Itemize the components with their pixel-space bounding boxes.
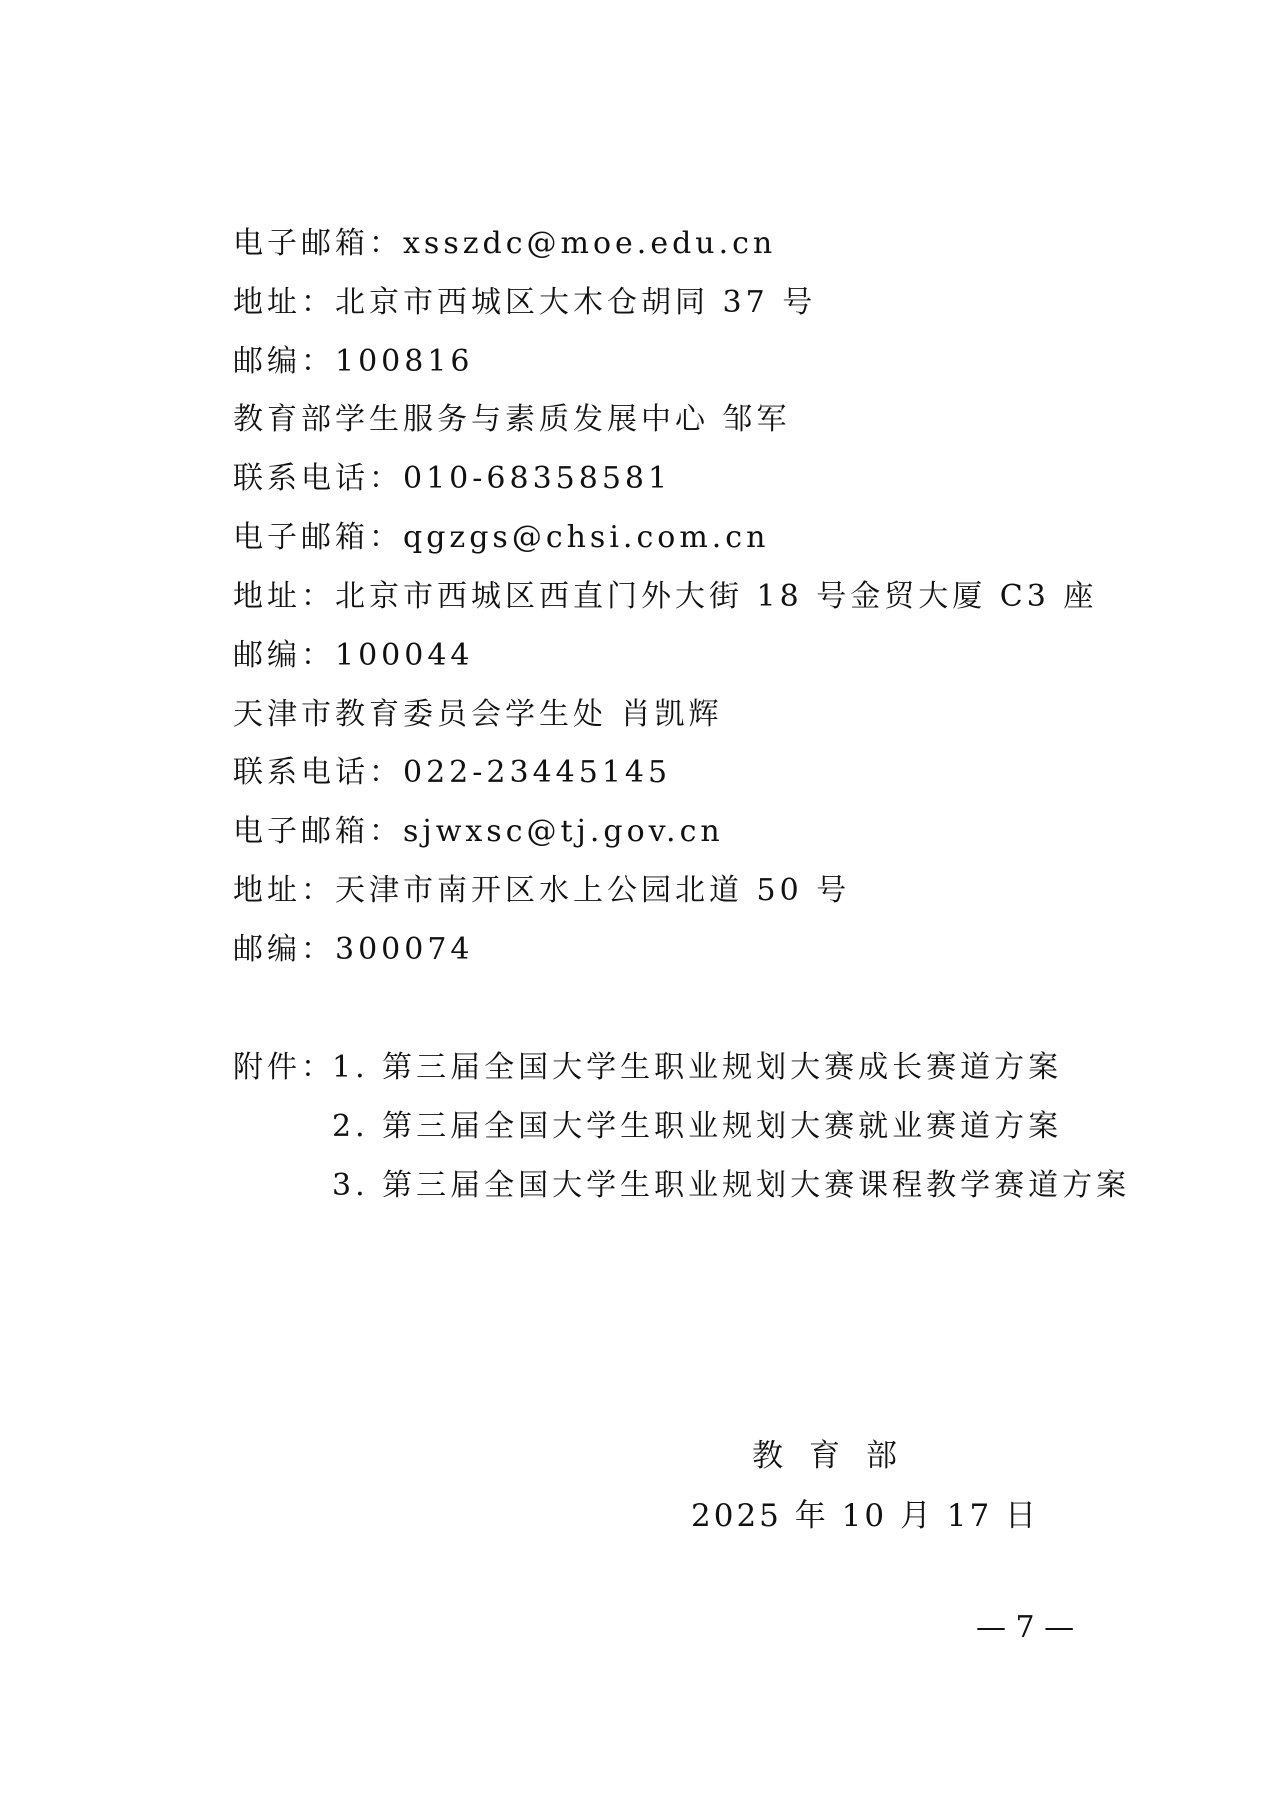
- contact-email-2: 电子邮箱：qgzgs@chsi.com.cn: [233, 520, 770, 555]
- contact-email-3: 电子邮箱：sjwxsc@tj.gov.cn: [233, 814, 724, 849]
- attachment-item-1: 1. 第三届全国大学生职业规划大赛成长赛道方案: [332, 1050, 1063, 1085]
- contact-phone-3: 联系电话：022-23445145: [233, 755, 672, 790]
- contact-org-2: 教育部学生服务与素质发展中心 邹军: [233, 402, 791, 437]
- contact-postcode-3: 邮编：300074: [233, 932, 474, 967]
- contact-address-2: 地址：北京市西城区西直门外大街 18 号金贸大厦 C3 座: [233, 579, 1098, 614]
- attachments-label: 附件：: [233, 1050, 335, 1085]
- contact-phone-2: 联系电话：010-68358581: [233, 461, 672, 496]
- issue-date: 2025 年 10 月 17 日: [691, 1498, 1040, 1534]
- page-number: — 7 —: [976, 1610, 1075, 1645]
- contact-email-1: 电子邮箱：xsszdc@moe.edu.cn: [233, 226, 777, 261]
- attachment-item-2: 2. 第三届全国大学生职业规划大赛就业赛道方案: [332, 1109, 1063, 1144]
- contact-address-3: 地址：天津市南开区水上公园北道 50 号: [233, 873, 851, 908]
- contact-postcode-1: 邮编：100816: [233, 344, 474, 379]
- contact-org-3: 天津市教育委员会学生处 肖凯辉: [233, 697, 723, 732]
- attachment-item-3: 3. 第三届全国大学生职业规划大赛课程教学赛道方案: [332, 1168, 1131, 1203]
- issuer-name: 教育部: [752, 1438, 923, 1474]
- contact-postcode-2: 邮编：100044: [233, 638, 474, 673]
- contact-address-1: 地址：北京市西城区大木仓胡同 37 号: [233, 285, 817, 320]
